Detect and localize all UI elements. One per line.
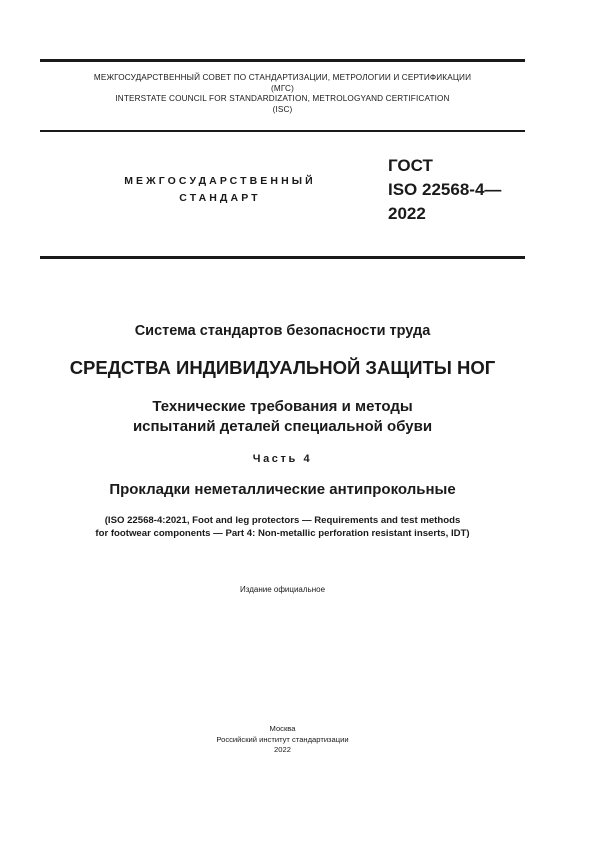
- imprint-publisher: Российский институт стандартизации: [216, 734, 349, 744]
- gost-designation: [388, 154, 501, 226]
- edition-note: Издание официальное: [239, 585, 326, 594]
- gost-line-3: 2022: [388, 204, 426, 223]
- imprint-city: Москва: [269, 724, 296, 733]
- imprint-year: 2022: [274, 745, 291, 754]
- interstate-line-1: МЕЖГОСУДАРСТВЕННЫЙ: [124, 175, 316, 187]
- sub-title-line-2: испытаний деталей специальной обуви: [132, 418, 433, 435]
- sub-title: [40, 397, 525, 437]
- imprint-block: [40, 724, 525, 756]
- council-block: [40, 73, 525, 115]
- council-abbr-ru: (МГС): [270, 83, 294, 93]
- iso-reference: [40, 514, 525, 540]
- interstate-line-2: СТАНДАРТ: [179, 192, 261, 204]
- sub-title-line-1: Технические требования и методы: [152, 398, 413, 415]
- header-rule: [40, 256, 525, 259]
- interstate-standard-label: [100, 173, 340, 207]
- part-title: Прокладки неметаллические антипрокольные: [109, 481, 456, 498]
- council-rule: [40, 130, 525, 132]
- main-title: СРЕДСТВА ИНДИВИДУАЛЬНОЙ ЗАЩИТЫ НОГ: [69, 357, 496, 378]
- gost-line-1: ГОСТ: [388, 156, 433, 175]
- iso-reference-line-2: for footwear components — Part 4: Non-metallic perforation resistant inserts, IDT): [95, 528, 470, 539]
- part-number: Часть 4: [252, 453, 313, 465]
- council-name-ru: МЕЖГОСУДАРСТВЕННЫЙ СОВЕТ ПО СТАНДАРТИЗАЦИИ, МЕТРОЛОГИИ И СЕРТИФИКАЦИИ: [93, 73, 472, 82]
- council-name-en: INTERSTATE COUNCIL FOR STANDARDIZATION, METROLOGYAND CERTIFICATION: [115, 94, 450, 103]
- iso-reference-line-1: (ISO 22568-4:2021, Foot and leg protectors — Requirements and test methods: [104, 515, 461, 526]
- system-title: Система стандартов безопасности труда: [134, 323, 431, 339]
- council-abbr-en: (ISC): [272, 104, 293, 114]
- gost-line-2: ISO 22568-4—: [388, 180, 502, 199]
- top-rule: [40, 59, 525, 62]
